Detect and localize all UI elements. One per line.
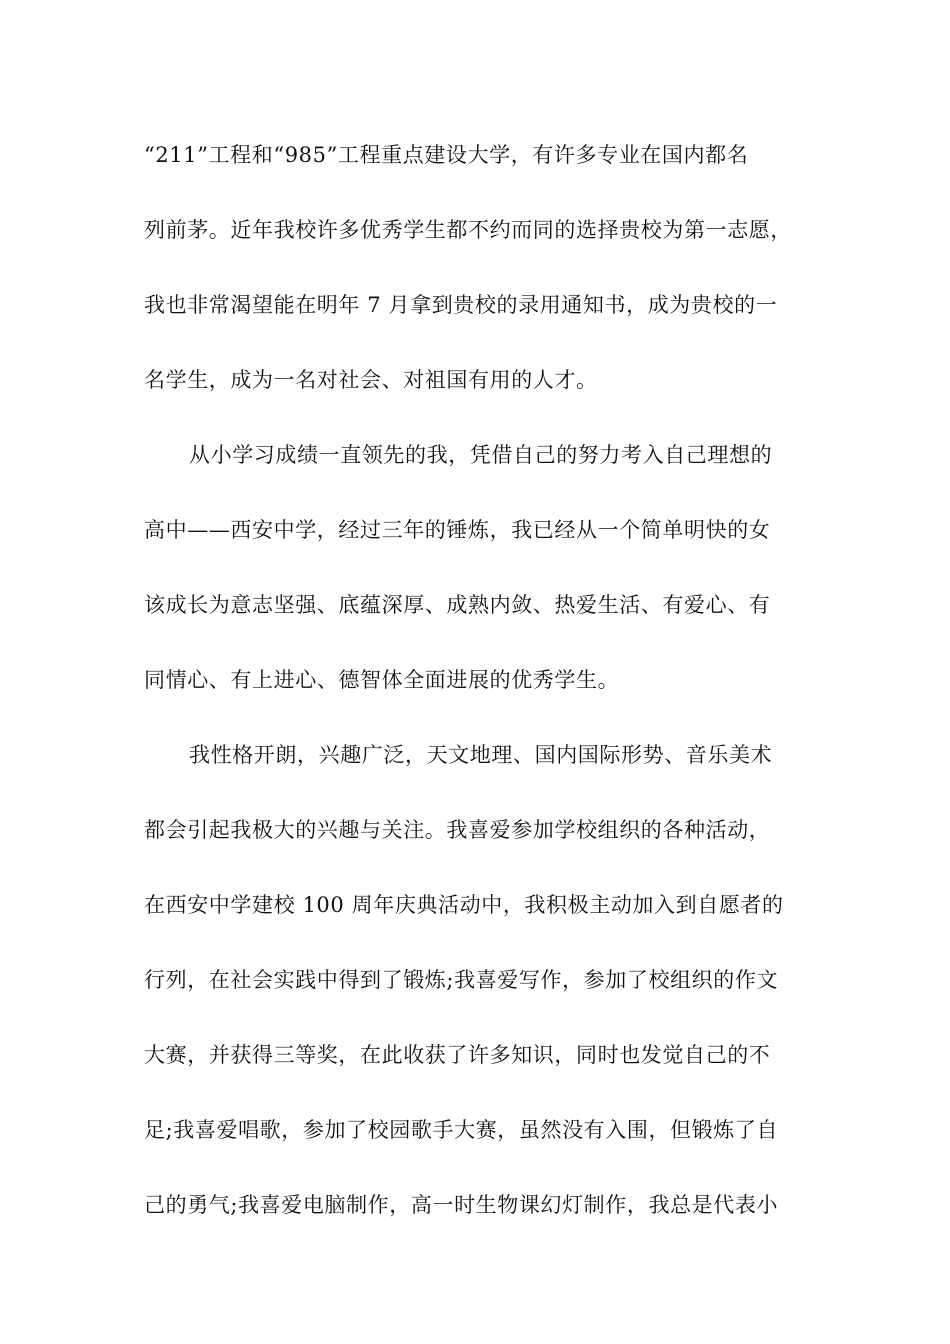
text-line: 都会引起我极大的兴趣与关注。我喜爱参加学校组织的各种活动， — [144, 818, 771, 842]
text-line: 我性格开朗，兴趣广泛，天文地理、国内国际形势、音乐美术 — [189, 743, 773, 767]
text-line: 己的勇气;我喜爱电脑制作，高一时生物课幻灯制作，我总是代表小 — [144, 1193, 779, 1217]
text-line: 我也非常渴望能在明年 7 月拿到贵校的录用通知书，成为贵校的一 — [144, 293, 778, 317]
text-line: 高中——西安中学，经过三年的锤炼，我已经从一个简单明快的女 — [144, 518, 771, 542]
text-line: 行列，在社会实践中得到了锻炼;我喜爱写作，参加了校组织的作文 — [144, 968, 779, 992]
text-line: “211”工程和“985”工程重点建设大学，有许多专业在国内都名 — [144, 143, 749, 167]
text-line: 同情心、有上进心、德智体全面进展的优秀学生。 — [144, 668, 620, 692]
text-line: 名学生，成为一名对社会、对祖国有用的人才。 — [144, 368, 598, 392]
text-line: 从小学习成绩一直领先的我，凭借自己的努力考入自己理想的 — [189, 443, 773, 467]
text-line: 在西安中学建校 100 周年庆典活动中，我积极主动加入到自愿者的 — [144, 893, 784, 917]
text-line: 列前茅。近年我校许多优秀学生都不约而同的选择贵校为第一志愿， — [144, 218, 792, 242]
text-line: 足;我喜爱唱歌，参加了校园歌手大赛，虽然没有入围，但锻炼了自 — [144, 1118, 779, 1142]
text-line: 该成长为意志坚强、底蕴深厚、成熟内敛、热爱生活、有爱心、有 — [144, 593, 771, 617]
text-line: 大赛，并获得三等奖，在此收获了许多知识，同时也发觉自己的不 — [144, 1043, 771, 1067]
